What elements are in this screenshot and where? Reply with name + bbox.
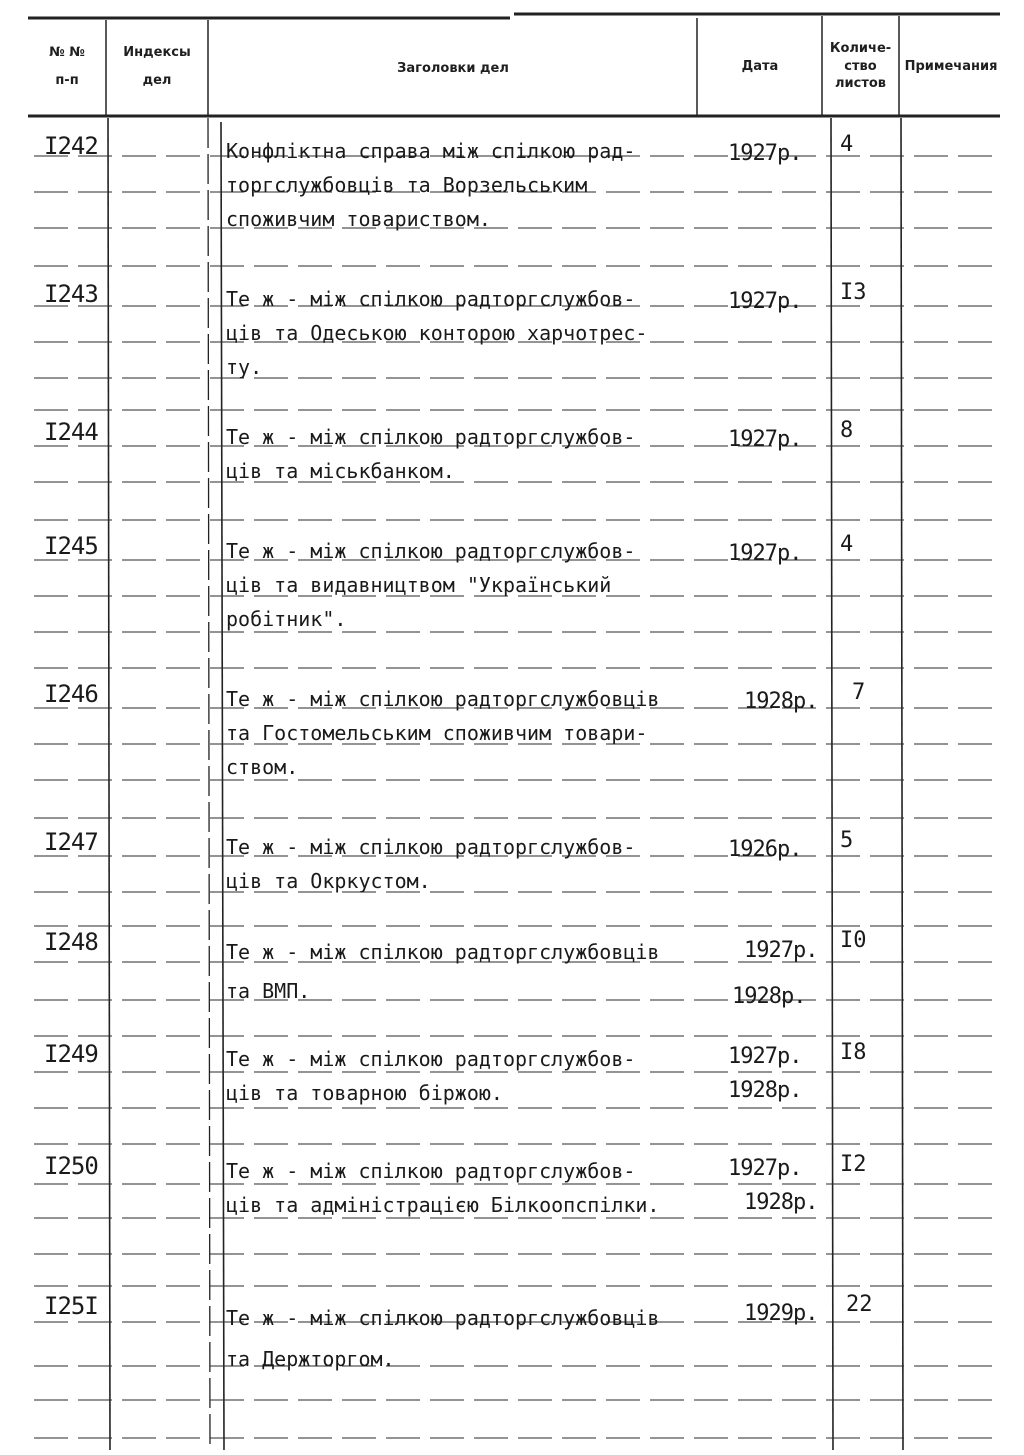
header-number-label: № № xyxy=(49,45,85,60)
record-title-line: Конфлiктна справа мiж спiлкою рад- xyxy=(226,139,636,163)
record-title-line: Те ж - мiж спiлкою радторгслужбов- xyxy=(226,835,636,859)
record-title xyxy=(226,1294,702,1376)
record-title-line: цiв та мiськбанком. xyxy=(226,459,455,483)
record-title xyxy=(226,134,702,236)
record-title-line: Те ж - мiж спiлкою радторгслужбовцiв xyxy=(226,940,660,964)
record-date: 1927р. xyxy=(728,541,802,566)
record-sheet-count: I2 xyxy=(840,1152,867,1177)
record-title-line: Те ж - мiж спiлкою радторгслужбовцiв xyxy=(226,1306,660,1330)
record-title-line: цiв та товарною бiржою. xyxy=(226,1081,503,1105)
record-dates xyxy=(744,680,817,724)
record-title-line: ством. xyxy=(226,755,299,779)
record-date: 1929р. xyxy=(744,1301,818,1326)
header-sheets-label-line-2: ство xyxy=(844,58,877,74)
header-index-sublabel: дел xyxy=(142,72,172,88)
record-title-line: Те ж - мiж спiлкою радторгслужбов- xyxy=(226,1159,636,1183)
header-sheets-column xyxy=(823,40,898,93)
record-sheet-count: I3 xyxy=(840,280,867,305)
record-sheet-count: 4 xyxy=(840,532,854,557)
record-title xyxy=(226,1042,702,1110)
record-title-line: та ВМП. xyxy=(226,979,311,1003)
header-date-label: Дата xyxy=(741,59,779,74)
record-title-line: цiв та видавництвом "Український xyxy=(226,573,612,597)
header-index-column xyxy=(108,44,206,89)
record-date: 1928р. xyxy=(728,1078,802,1103)
header-sheets-label-line-1: Количе- xyxy=(829,41,892,56)
record-sheet-count: 4 xyxy=(840,132,854,157)
record-sheet-count: 22 xyxy=(846,1292,873,1317)
record-title-line: робiтник". xyxy=(226,607,347,631)
record-dates xyxy=(728,132,801,176)
record-title xyxy=(226,1154,702,1222)
record-number: I243 xyxy=(44,280,98,308)
record-title-line: Те ж - мiж спiлкою радторгслужбов- xyxy=(226,1047,636,1071)
record-number: I242 xyxy=(44,132,98,160)
record-dates xyxy=(732,928,818,1020)
record-title-line: Те ж - мiж спiлкою радторгслужбов- xyxy=(226,539,636,563)
record-date: 1928р. xyxy=(732,984,806,1009)
record-title xyxy=(226,830,702,898)
record-title-line: ту. xyxy=(226,355,263,379)
record-sheet-count: I0 xyxy=(840,928,867,953)
record-date: 1927р. xyxy=(744,938,818,963)
record-title-line: цiв та Одеською конторою харчотрес- xyxy=(226,321,648,345)
record-title-line: Те ж - мiж спiлкою радторгслужбовцiв xyxy=(226,687,660,711)
header-sheets-label-line-3: листов xyxy=(834,76,887,92)
record-title xyxy=(226,420,702,488)
record-title-line: та Держторгом. xyxy=(226,1347,395,1371)
record-number: I244 xyxy=(44,418,98,446)
header-index-label: Индексы xyxy=(123,45,191,60)
header-notes-label: Примечания xyxy=(904,59,998,74)
record-number: I249 xyxy=(44,1040,98,1068)
record-title-line: торгслужбовцiв та Ворзельським xyxy=(226,173,588,197)
record-number: I250 xyxy=(44,1152,98,1180)
record-dates xyxy=(728,828,801,872)
record-dates xyxy=(728,280,801,324)
header-number-column xyxy=(30,44,104,89)
record-sheet-count: 7 xyxy=(852,680,866,705)
record-date: 1927р. xyxy=(728,141,802,166)
record-dates xyxy=(728,1040,801,1108)
record-dates xyxy=(728,532,801,576)
record-date: 1927р. xyxy=(728,289,802,314)
record-date: 1927р. xyxy=(728,427,802,452)
record-number: I25I xyxy=(44,1292,98,1320)
record-title xyxy=(226,282,702,384)
record-title-line: Те ж - мiж спiлкою радторгслужбов- xyxy=(226,425,636,449)
record-dates xyxy=(728,418,801,462)
record-title-line: та Гостомельським споживчим товари- xyxy=(226,721,648,745)
header-number-sublabel: п-п xyxy=(55,72,79,88)
record-date: 1926р. xyxy=(728,837,802,862)
record-number: I246 xyxy=(44,680,98,708)
header-title-label: Заголовки дел xyxy=(397,61,509,76)
record-date: 1928р. xyxy=(744,689,818,714)
record-dates xyxy=(728,1152,817,1220)
record-date: 1927р. xyxy=(728,1044,802,1069)
record-title xyxy=(226,534,702,636)
record-title-line: Те ж - мiж спiлкою радторгслужбов- xyxy=(226,287,636,311)
record-number: I248 xyxy=(44,928,98,956)
record-title-line: цiв та адмiнiстрацiєю Бiлкоопспiлки. xyxy=(226,1193,660,1217)
record-title-line: цiв та Окркустом. xyxy=(226,869,431,893)
record-date: 1927р. xyxy=(728,1156,802,1181)
record-sheet-count: 5 xyxy=(840,828,854,853)
record-title xyxy=(226,682,702,784)
record-title xyxy=(226,930,702,1008)
record-number: I245 xyxy=(44,532,98,560)
record-sheet-count: 8 xyxy=(840,418,854,443)
record-date: 1928р. xyxy=(744,1190,818,1215)
record-title-line: споживчим товариством. xyxy=(226,207,491,231)
record-sheet-count: I8 xyxy=(840,1040,867,1065)
record-number: I247 xyxy=(44,828,98,856)
record-dates xyxy=(744,1292,817,1336)
